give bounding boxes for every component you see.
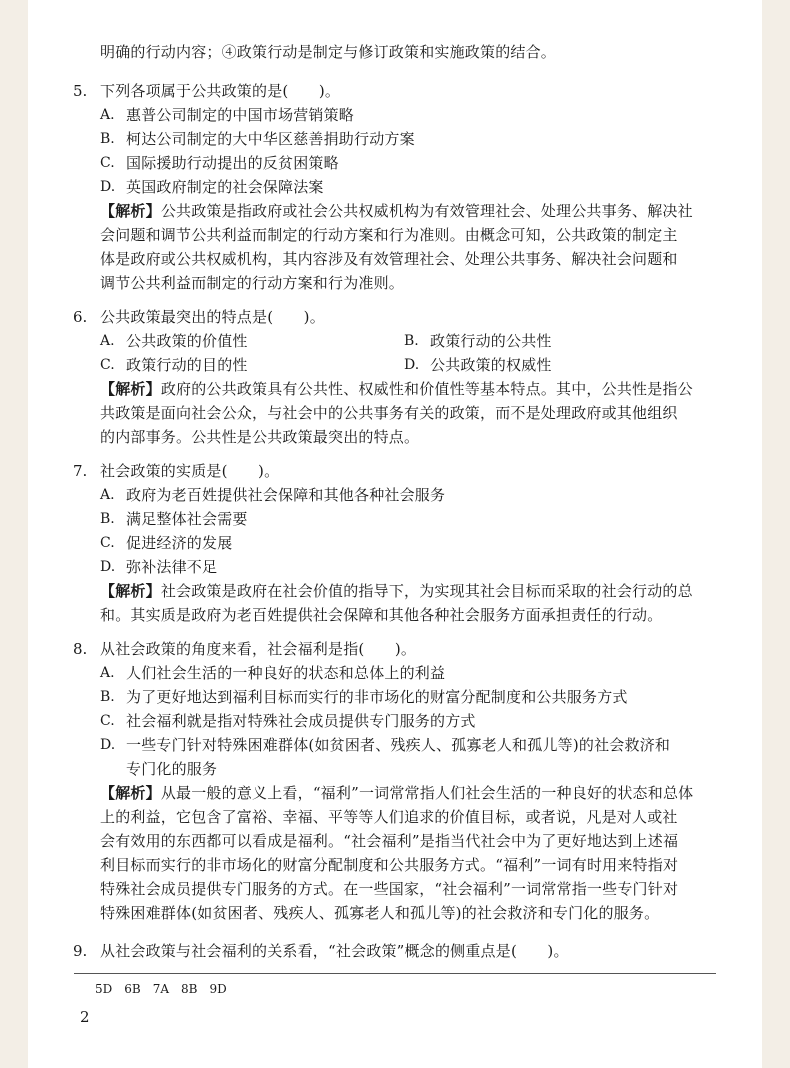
option-letter: A. <box>100 333 115 349</box>
option-letter: D. <box>404 357 420 373</box>
analysis-tag: 【解析】 <box>100 784 161 802</box>
option-text: 社会福利就是指对特殊社会成员提供专门服务的方式 <box>126 712 476 730</box>
option-letter: B. <box>100 511 115 527</box>
question-stem: 从社会政策与社会福利的关系看，“社会政策”概念的侧重点是( )。 <box>100 942 569 960</box>
question-stem: 社会政策的实质是( )。 <box>100 462 280 480</box>
option-text: 政府为老百姓提供社会保障和其他各种社会服务 <box>126 486 446 504</box>
option-letter: A. <box>100 107 115 123</box>
analysis-line <box>100 781 693 805</box>
option-text: 国际援助行动提出的反贫困策略 <box>126 154 339 172</box>
analysis-line: 上的利益，它包含了富裕、幸福、平等等人们追求的价值目标，或者说，凡是对人或社 <box>100 808 678 826</box>
analysis-line <box>100 579 693 603</box>
analysis-line: 和。其实质是政府为老百姓提供社会保障和其他各种社会服务方面承担责任的行动。 <box>100 606 663 624</box>
analysis-text: 政府的公共政策具有公共性、权威性和价值性等基本特点。其中，公共性是指公 <box>160 380 693 398</box>
option-letter: D. <box>100 737 116 753</box>
option-text: 为了更好地达到福利目标而实行的非市场化的财富分配制度和公共服务方式 <box>126 688 628 706</box>
analysis-line: 共政策是面向社会公众，与社会中的公共事务有关的政策，而不是处理政府或其他组织 <box>100 404 678 422</box>
question-number: 9. <box>73 942 88 960</box>
analysis-line: 利目标而实行的非市场化的财富分配制度和公共服务方式。“福利”一词有时用来特指对 <box>100 856 679 874</box>
question-stem: 从社会政策的角度来看，社会福利是指( )。 <box>100 640 417 658</box>
analysis-line <box>100 199 693 223</box>
analysis-tag: 【解析】 <box>100 202 161 220</box>
analysis-line: 特殊困难群体(如贫困者、残疾人、孤寡老人和孤儿等)的社会救济和专门化的服务。 <box>100 904 660 922</box>
option-text: 促进经济的发展 <box>126 534 233 552</box>
option-letter: A. <box>100 665 115 681</box>
analysis-line: 会有效用的东西都可以看成是福利。“社会福利”是指当代社会中为了更好地达到上述福 <box>100 832 679 850</box>
analysis-text: 公共政策是指政府或社会公共权威机构为有效管理社会、处理公共事务、解决社 <box>160 202 693 220</box>
analysis-text: 从最一般的意义上看，“福利”一词常常指人们社会生活的一种良好的状态和总体 <box>160 784 694 802</box>
analysis-line: 体是政府或公共权威机构，其内容涉及有效管理社会、处理公共事务、解决社会问题和 <box>100 250 678 268</box>
analysis-line <box>100 377 693 401</box>
option-letter: A. <box>100 487 115 503</box>
option-text: 弥补法律不足 <box>126 558 218 576</box>
option-text: 柯达公司制定的大中华区慈善捐助行动方案 <box>126 130 415 148</box>
analysis-text: 社会政策是政府在社会价值的指导下，为实现其社会目标而采取的社会行动的总 <box>160 582 693 600</box>
analysis-line: 特殊社会成员提供专门服务的方式。在一些国家，“社会福利”一词常常指一些专门针对 <box>100 880 679 898</box>
option-letter: D. <box>100 179 116 195</box>
footer-divider <box>74 973 716 974</box>
option-text: 公共政策的价值性 <box>126 332 248 350</box>
option-text-continuation: 专门化的服务 <box>126 760 218 778</box>
analysis-tag: 【解析】 <box>100 582 161 600</box>
analysis-line: 调节公共利益而制定的行动方案和行为准则。 <box>100 274 405 292</box>
analysis-line: 会问题和调节公共利益而制定的行动方案和行为准则。由概念可知，公共政策的制定主 <box>100 226 678 244</box>
option-letter: B. <box>404 333 419 349</box>
question-number: 6. <box>73 308 88 326</box>
option-text: 满足整体社会需要 <box>126 510 248 528</box>
page-number: 2 <box>80 1008 90 1026</box>
option-text: 人们社会生活的一种良好的状态和总体上的利益 <box>126 664 446 682</box>
analysis-tag: 【解析】 <box>100 380 161 398</box>
option-letter: C. <box>100 713 115 729</box>
question-number: 5. <box>73 82 88 100</box>
option-text: 一些专门针对特殊困难群体(如贫困者、残疾人、孤寡老人和孤儿等)的社会救济和 <box>126 736 671 754</box>
option-text: 公共政策的权威性 <box>430 356 552 374</box>
option-text: 英国政府制定的社会保障法案 <box>126 178 324 196</box>
option-letter: B. <box>100 131 115 147</box>
option-letter: C. <box>100 357 115 373</box>
option-letter: C. <box>100 155 115 171</box>
document-page <box>28 0 762 1068</box>
option-text: 政策行动的目的性 <box>126 356 248 374</box>
option-letter: D. <box>100 559 116 575</box>
intro-line: 明确的行动内容；④政策行动是制定与修订政策和实施政策的结合。 <box>100 43 557 61</box>
question-stem: 下列各项属于公共政策的是( )。 <box>100 82 341 100</box>
option-letter: C. <box>100 535 115 551</box>
question-number: 8. <box>73 640 88 658</box>
answer-key: 5D 6B 7A 8B 9D <box>95 982 227 996</box>
question-number: 7. <box>73 462 88 480</box>
analysis-line: 的内部事务。公共性是公共政策最突出的特点。 <box>100 428 420 446</box>
option-text: 惠普公司制定的中国市场营销策略 <box>126 106 355 124</box>
option-text: 政策行动的公共性 <box>430 332 552 350</box>
question-stem: 公共政策最突出的特点是( )。 <box>100 308 325 326</box>
option-letter: B. <box>100 689 115 705</box>
